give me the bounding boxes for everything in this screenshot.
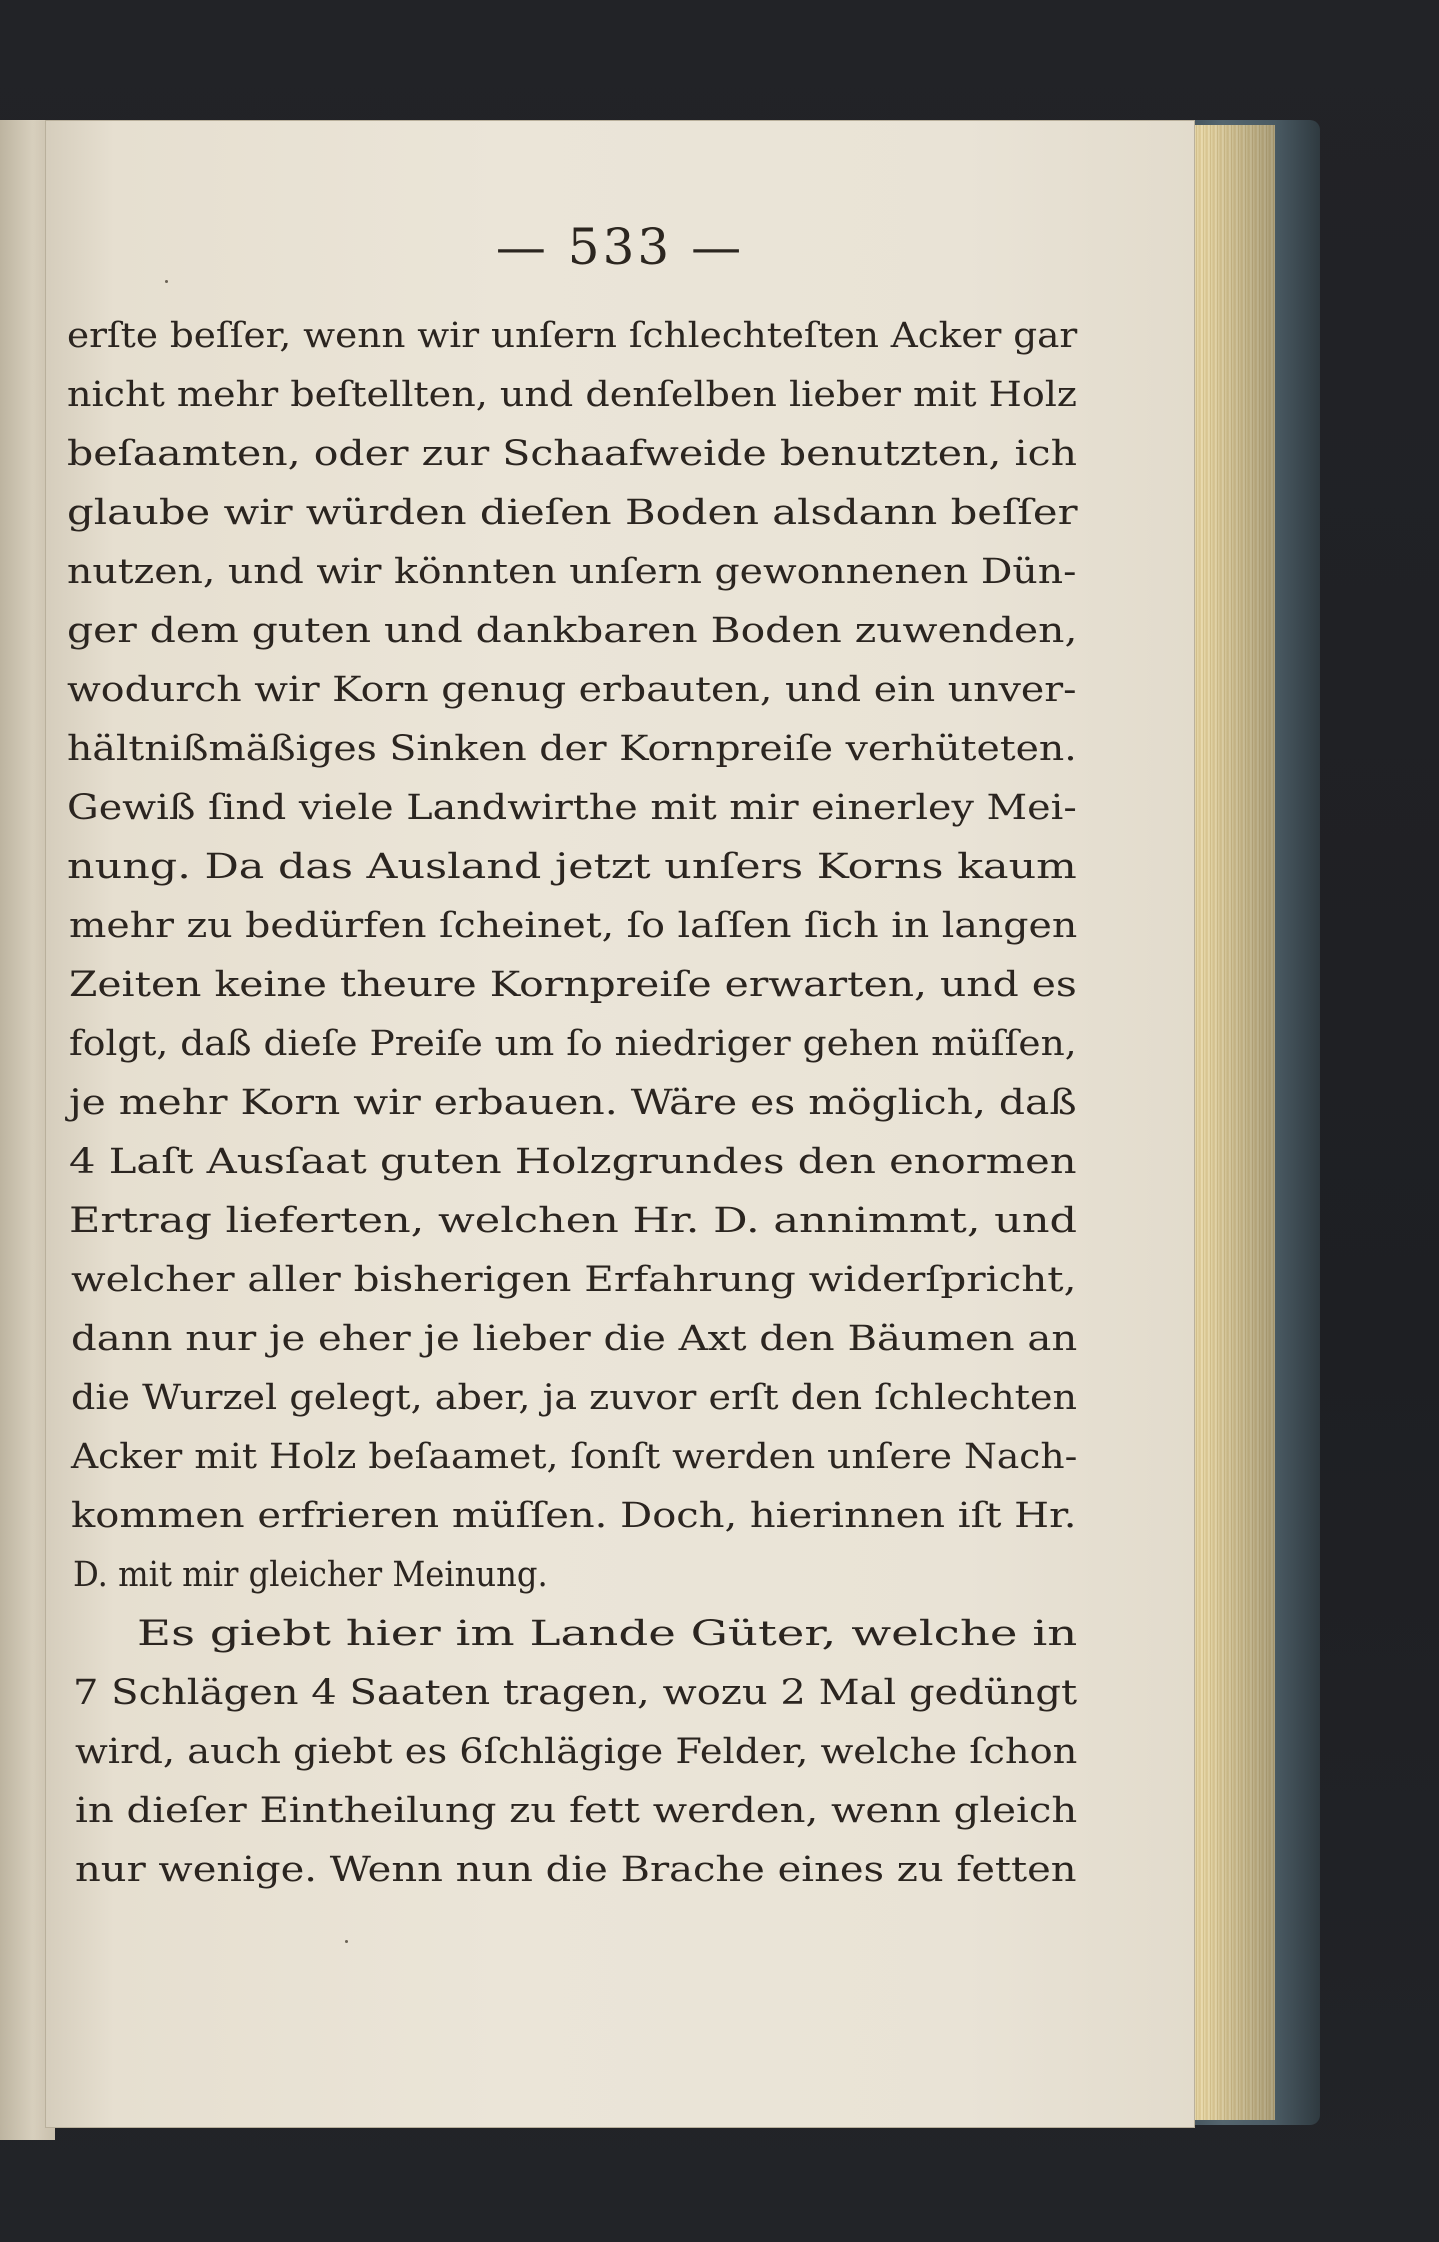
text-line: Es giebt hier im Lande Güter, welche in: [137, 1614, 1078, 1654]
page-number: — 533 —: [495, 218, 745, 276]
text-line: in dieſer Eintheilung zu fett werden, wenn gleich: [75, 1791, 1078, 1831]
text-line: beſaamten, oder zur Schaafweide benutzten, ich: [67, 434, 1077, 474]
text-line: wodurch wir Korn genug erbauten, und ein unver-: [67, 670, 1077, 710]
text-line: je mehr Korn wir erbauen. Wäre es möglich, daß: [69, 1083, 1077, 1123]
text-line: nung. Da das Ausland jetzt unſers Korns kaum: [67, 847, 1077, 887]
text-line: 4 Laſt Ausſaat guten Holzgrundes den enormen: [69, 1142, 1077, 1182]
text-line: wird, auch giebt es 6ſchlägige Felder, welche ſchon: [75, 1732, 1078, 1772]
text-line: 7 Schlägen 4 Saaten tragen, wozu 2 Mal gedüngt: [73, 1673, 1078, 1713]
text-line: erſte beſſer, wenn wir unſern ſchlechteſten Acker gar: [67, 316, 1078, 356]
text-line: D. mit mir gleicher Meinung.: [73, 1555, 548, 1595]
text-line: Ertrag lieferten, welchen Hr. D. annimmt, und: [69, 1201, 1078, 1241]
text-line: welcher aller bisherigen Erfahrung widerſpricht,: [71, 1260, 1077, 1300]
book-page: [45, 120, 1195, 2128]
text-line: mehr zu bedürfen ſcheinet, ſo laſſen ſich in langen: [69, 906, 1078, 946]
text-line: Acker mit Holz beſaamet, ſonſt werden unſere Nach-: [71, 1437, 1078, 1477]
text-line: glaube wir würden dieſen Boden alsdann beſſer: [67, 493, 1078, 533]
text-line: die Wurzel gelegt, aber, ja zuvor erſt den ſchlechten: [71, 1378, 1078, 1418]
text-line: kommen erfrieren müſſen. Doch, hierinnen iſt Hr.: [71, 1496, 1077, 1536]
text-line: nur wenige. Wenn nun die Brache eines zu fetten: [75, 1850, 1077, 1890]
text-line: dann nur je eher je lieber die Axt den Bäumen an: [71, 1319, 1078, 1359]
speck: [345, 1940, 348, 1943]
text-line: nicht mehr beſtellten, und denſelben lieber mit Holz: [67, 375, 1077, 415]
text-line: ger dem guten und dankbaren Boden zuwenden,: [67, 611, 1078, 651]
text-line: folgt, daß dieſe Preiſe um ſo niedriger gehen müſſen,: [69, 1024, 1077, 1064]
text-line: nutzen, und wir könnten unſern gewonnenen Dün-: [67, 552, 1077, 592]
text-line: Zeiten keine theure Kornpreiſe erwarten, und es: [69, 965, 1077, 1005]
text-line: Gewiß ſind viele Landwirthe mit mir einerley Mei-: [67, 788, 1077, 828]
speck: [165, 280, 168, 283]
text-line: hältnißmäßiges Sinken der Kornpreiſe verhüteten.: [67, 729, 1077, 769]
